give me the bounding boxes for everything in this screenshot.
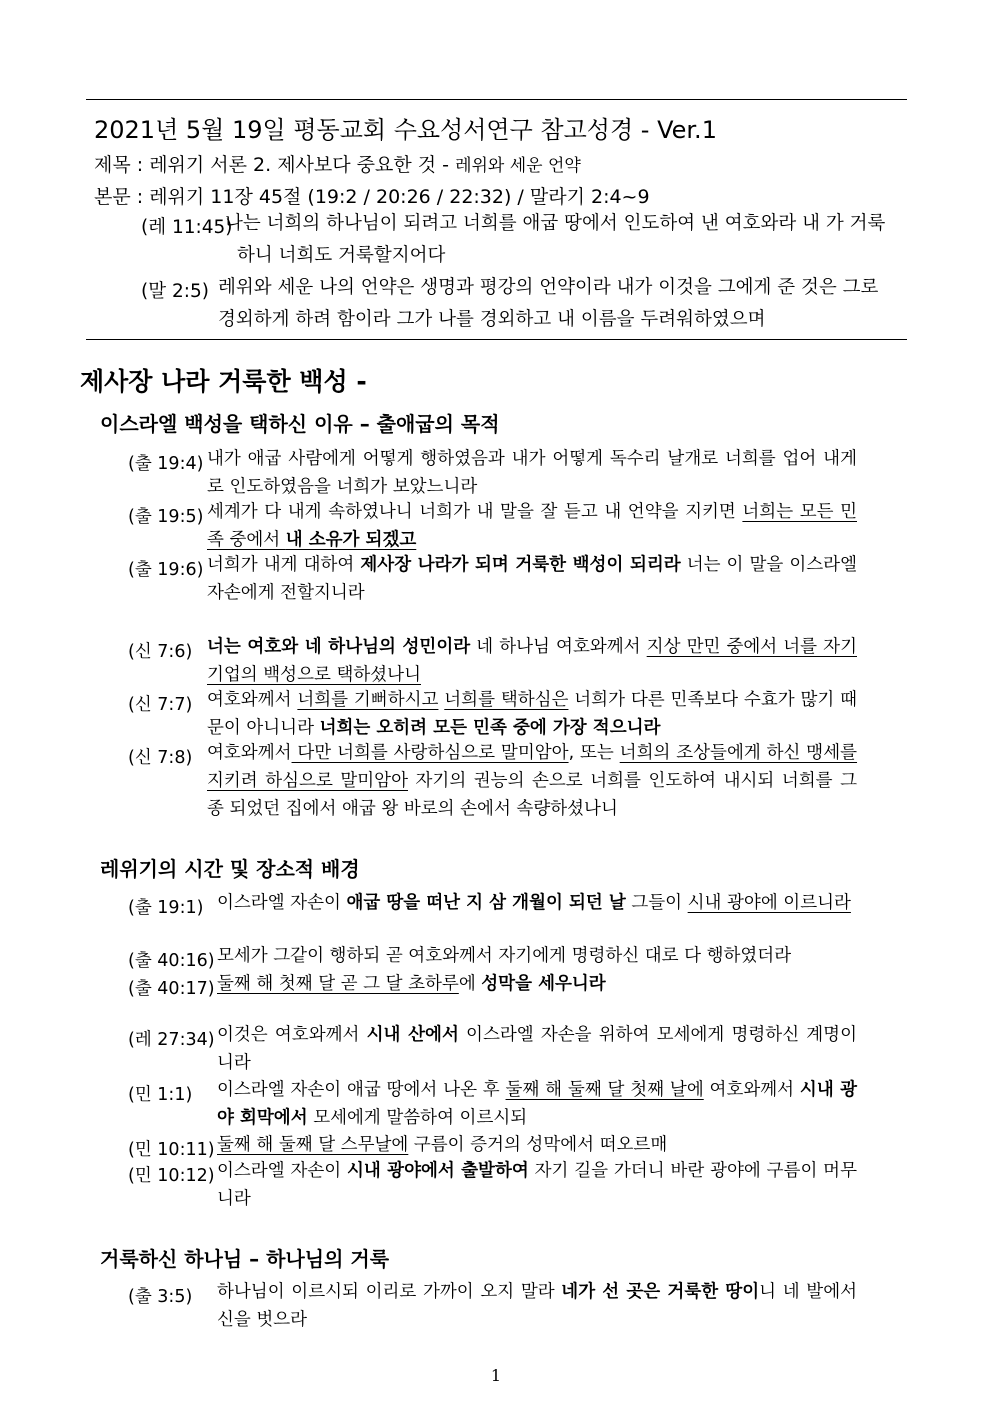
verse-segment: 너희를 택하심은 [444,690,569,710]
verse-segment: 세계가 다 내게 속하였나니 너희가 내 말을 잘 듣고 내 언약을 지키면 [207,502,743,522]
verse-text [217,1131,857,1159]
verse-segment: 너는 이 말을 이스라엘 자손에게 전할지니라 [207,555,857,603]
verse-segment: 이스라엘 자손이 애굽 땅에서 나온 후 [217,1080,506,1100]
verse-segment: 모세에게 말씀하여 이르시되 [307,1108,528,1128]
verse-segment: 니 네 발에서 신을 벗으라 [217,1282,857,1330]
verse-segment: 여호와께서 [207,690,298,710]
emphasis-text: 시내 광야 회막에서 [217,1080,857,1128]
emphasis-text: 너희는 오히려 모든 민족 중에 가장 적으니라 [319,718,661,738]
verse-ref: (출 40:17) [128,979,215,999]
verse-ref: (출 19:5) [128,507,204,527]
verse-text [217,970,857,998]
verse-segment: 내가 애굽 사람에게 어떻게 행하였음과 내가 어떻게 독수리 날개로 너희를 업어 내게로 인도하였음을 너희가 보았느니라 [207,449,857,497]
verse-text [207,445,857,501]
verse-ref: (출 19:4) [128,454,204,474]
subject-label: 제목 : 레위기 서론 2. 제사보다 중요한 것 - [94,154,456,176]
verse-text [217,1076,857,1132]
verse-ref: (출 19:1) [128,898,204,918]
verse-segment: 이스라엘 자손이 [217,1161,347,1181]
emphasis-text: 시내 산에서 [366,1025,459,1045]
verse-ref: (민 10:11) [128,1140,215,1160]
bottom-rule [86,339,907,340]
document-title: 2021년 5월 19일 평동교회 수요성서연구 참고성경 - Ver.1 [94,116,717,144]
header-verse-ref-2: (말 2:5) [141,281,209,302]
emphasis-text: 시내 광야에서 출발하여 [347,1161,529,1181]
verse-segment: 여호와께서 [207,743,292,763]
emphasis-text: 내 소유가 되겠고 [285,530,417,550]
verse-segment: 너희가 다른 민족보다 수효가 많기 때문이 아니니라 [207,690,857,738]
verse-text [217,942,857,970]
verse-segment: 다만 너희를 사랑하심으로 말미암아 [291,743,569,763]
verse-segment: 에 [458,974,482,994]
verse-segment: , 또는 [568,743,620,763]
top-rule [86,99,907,100]
verse-text [217,1021,857,1077]
section-heading: 레위기의 시간 및 장소적 배경 [100,857,360,881]
verse-segment: 여호와께서 [703,1080,800,1100]
verse-segment: 네 하나님 여호와께서 [470,637,647,657]
text-line: 본문 : 레위기 11장 45절 (19:2 / 20:26 / 22:32) / 말라기 2:4~9 [94,186,650,208]
verse-segment: 둘째 해 첫째 달 곧 그 달 초하루 [217,974,459,994]
verse-ref: (신 7:8) [128,748,193,768]
verse-segment: 이스라엘 자손이 [217,893,347,913]
verse-segment: 이스라엘 자손을 위하여 모세에게 명령하신 계명이니라 [217,1025,857,1073]
emphasis-text: 애굽 땅을 떠난 지 삼 개월이 되던 날 [346,893,626,913]
verse-text [207,498,857,554]
verse-ref: (출 40:16) [128,951,215,971]
emphasis-text: 성막을 세우니라 [481,974,606,994]
verse-text [217,889,857,917]
main-title: 제사장 나라 거룩한 백성 - [80,367,367,396]
subject-line [94,150,581,177]
section-heading: 거룩하신 하나님 – 하나님의 거룩 [100,1247,390,1271]
verse-segment: 이것은 여호와께서 [217,1025,367,1045]
verse-text [207,739,857,823]
header-verse-ref-1: (레 11:45) [141,217,233,238]
verse-segment: 모세가 그같이 행하되 곧 여호와께서 자기에게 명령하신 대로 다 행하였더라 [217,946,792,966]
verse-text [207,686,857,742]
verse-ref: (민 1:1) [128,1085,193,1105]
verse-segment: 그들이 [625,893,688,913]
verse-segment: 자기의 권능의 손으로 너희를 인도하여 내시되 너희를 그 종 되었던 집에서 애굽 왕 바로의 손에서 속량하셨나니 [207,771,857,819]
section-heading: 이스라엘 백성을 택하신 이유 – 출애굽의 목적 [100,412,500,436]
verse-segment: 너희를 기뻐하시고 [297,690,439,710]
verse-segment: 너희는 모든 민족 중에서 [207,502,857,550]
verse-segment: 구름이 증거의 성막에서 떠오르매 [408,1135,668,1155]
subject-sub: 레위와 세운 언약 [455,156,581,176]
header-verse-text-1-content: 나는 너희의 하나님이 되려고 너희를 애굽 땅에서 인도하여 낸 여호와라 내 가 거룩하니 너희도 거룩할지어다 [225,213,886,266]
verse-ref: (신 7:6) [128,642,193,662]
verse-text [207,551,857,607]
verse-ref: (출 3:5) [128,1287,193,1307]
emphasis-text: 제사장 나라가 되며 거룩한 백성이 되리라 [360,555,681,575]
verse-text [217,1278,857,1334]
verse-ref: (신 7:7) [128,695,193,715]
verse-segment: 시내 광야에 이르니라 [687,893,851,913]
verse-segment: 둘째 해 둘째 달 첫째 날에 [505,1080,704,1100]
header-verse-text-2: 레위와 세운 나의 언약은 생명과 평강의 언약이라 내가 이것을 그에게 준 것은 그로 경외하게 하려 함이라 그가 나를 경외하고 내 이름을 두려워하였으며 [218,277,879,330]
verse-segment: 너희가 내게 대하여 [207,555,361,575]
header-verse-text-1 [225,208,887,272]
verse-segment: 둘째 해 둘째 달 스무날에 [217,1135,409,1155]
verse-text [217,1157,857,1213]
verse-ref: (출 19:6) [128,560,204,580]
page-number: 1 [490,1366,502,1385]
verse-segment: 자기 길을 가더니 바란 광야에 구름이 머무니라 [217,1161,857,1209]
emphasis-text: 네가 선 곳은 거룩한 땅이 [561,1282,760,1302]
verse-text [207,633,857,689]
verse-ref: (레 27:34) [128,1030,215,1050]
verse-segment: 너희의 조상들에게 하신 맹세를 지키려 하심으로 말미암아 [207,743,858,791]
verse-segment: 하나님이 이르시되 이리로 가까이 오지 말라 [217,1282,562,1302]
emphasis-text: 너는 여호와 네 하나님의 성민이라 [207,637,471,657]
verse-ref: (민 10:12) [128,1166,215,1186]
verse-segment: 지상 만민 중에서 너를 자기 기업의 백성으로 택하셨나니 [207,637,857,685]
